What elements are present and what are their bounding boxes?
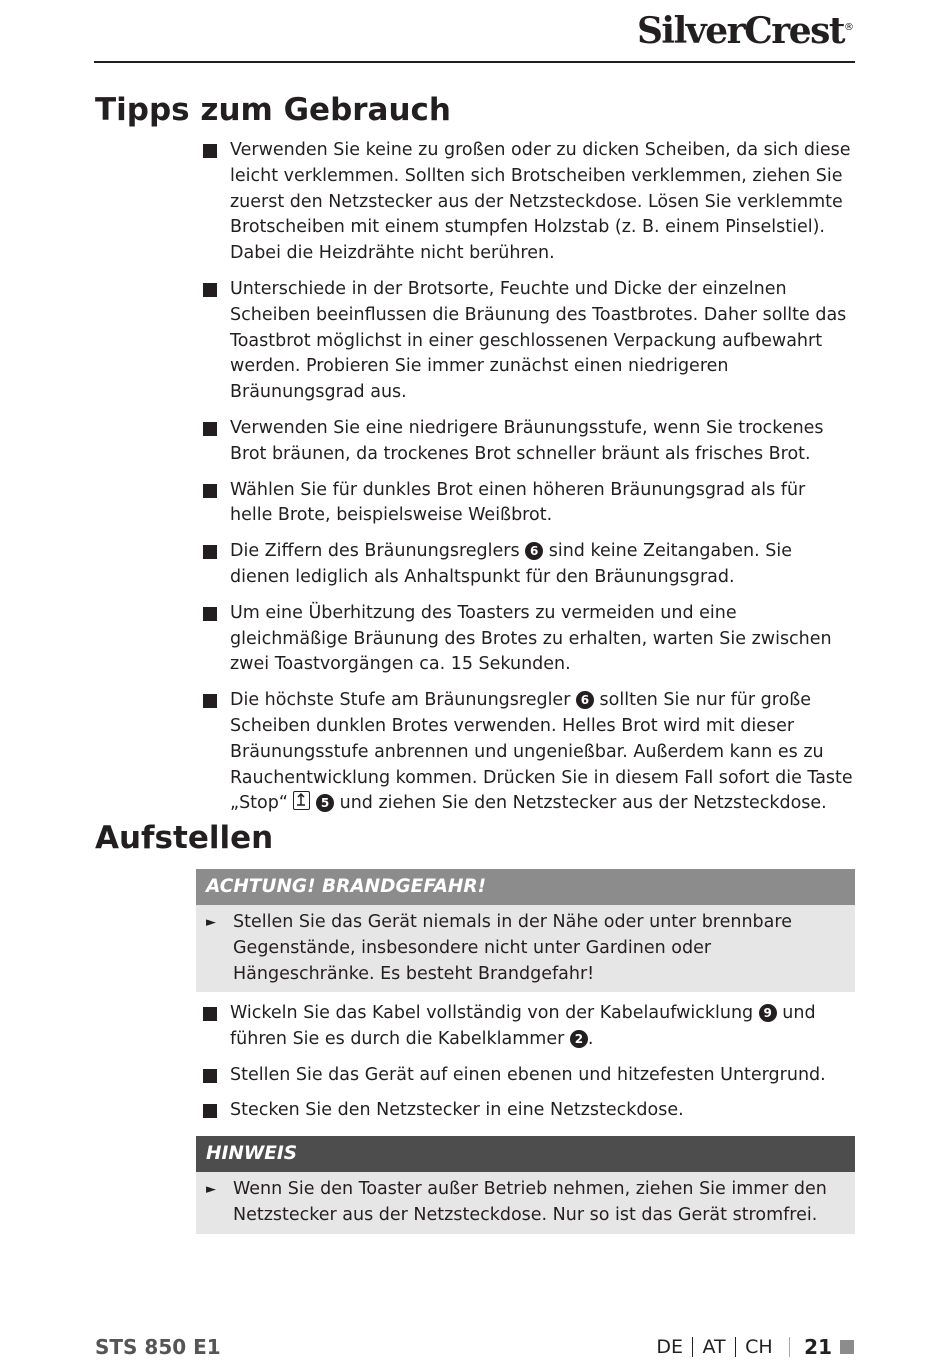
divider — [735, 1337, 737, 1357]
list-item: Die Ziffern des Bräunungsreglers 6 sind keine Zeitangaben. Sie dienen lediglich als Anhaltspunkt für den Bräunungsgrad. — [203, 539, 853, 591]
bullet-square-icon — [203, 144, 217, 158]
stop-eject-icon — [293, 791, 310, 810]
footer-pagination — [656, 1335, 854, 1359]
country-at: AT — [702, 1336, 726, 1358]
header-rule — [94, 61, 855, 63]
list-item: Um eine Überhitzung des Toasters zu vermeiden und eine gleichmäßige Bräunung des Brotes zu erhalten, warten Sie zwischen zwei Toastvorgängen ca. 15 Sekunden. — [203, 601, 853, 678]
model-number: STS 850 E1 — [95, 1335, 221, 1359]
country-ch: CH — [745, 1336, 773, 1358]
registered-mark: ® — [844, 22, 854, 33]
bullet-square-icon — [203, 1104, 217, 1118]
aufstellen-list-container — [203, 1001, 853, 1134]
brand-name: SilverCrest — [636, 10, 844, 52]
list-item: Verwenden Sie eine niedrigere Bräunungsstufe, wenn Sie trockenes Brot bräunen, da trockenes Brot schneller bräunt als frisches Brot. — [203, 416, 853, 468]
warning-text: Stellen Sie das Gerät niemals in der Nähe oder unter brennbare Gegenstände, insbesondere nicht unter Gardinen oder Hängeschränke. Es besteht Brandgefahr! — [233, 912, 792, 984]
aufstellen-list — [203, 1001, 853, 1124]
tipps-list-container — [203, 138, 853, 827]
bullet-square-icon — [203, 1069, 217, 1083]
bullet-square-icon — [203, 484, 217, 498]
warning-body — [196, 905, 855, 992]
bullet-square-icon — [203, 283, 217, 297]
warning-heading: ACHTUNG! BRANDGEFAHR! — [196, 869, 855, 905]
list-item: Unterschiede in der Brotsorte, Feuchte und Dicke der einzelnen Scheiben beeinflussen die Bräunung des Toastbrotes. Daher sollte das Toastbrot möglichst in einer geschlossenen Verpackung aufbewahrt werden. Probieren Sie immer zunächst einen niedrigeren Bräunungsgrad aus. — [203, 277, 853, 406]
note-body — [196, 1172, 855, 1234]
part-number-badge: 6 — [525, 542, 543, 560]
part-number-badge: 2 — [570, 1030, 588, 1048]
bullet-square-icon — [203, 694, 217, 708]
list-item: Verwenden Sie keine zu großen oder zu dicken Scheiben, da sich diese leicht verklemmen. Sollten sich Brotscheiben verklemmen, ziehen Sie zuerst den Netzstecker aus der Netzsteckdose. Lösen Sie verklemmte Brotscheiben mit einem stumpfen Holzstab (z. B. einem Pinselstiel). Dabei die Heizdrähte nicht berühren. — [203, 138, 853, 267]
bullet-square-icon — [203, 422, 217, 436]
note-text: Wenn Sie den Toaster außer Betrieb nehmen, ziehen Sie immer den Netzstecker aus der Netzsteckdose. Nur so ist das Gerät stromfrei. — [233, 1179, 827, 1225]
arrow-right-icon: ► — [206, 915, 216, 930]
note-heading: HINWEIS — [196, 1136, 855, 1172]
list-item: Die höchste Stufe am Bräunungsregler 6 sollten Sie nur für große Scheiben dunklen Brotes verwenden. Helles Brot wird mit dieser Bräunungsstufe anbrennen und ungenießbar. Außerdem kann es zu Rauchentwicklung kommen. Drücken Sie in diesem Fall sofort die Taste „Stop“ 5 und ziehen Sie den Netzstecker aus der Netzsteckdose. — [203, 688, 853, 817]
note-box — [196, 1136, 855, 1234]
list-item: Wickeln Sie das Kabel vollständig von der Kabelaufwicklung 9 und führen Sie es durch die Kabelklammer 2 . — [203, 1001, 853, 1053]
divider — [789, 1337, 791, 1357]
part-number-badge: 5 — [316, 794, 334, 812]
brand-logo — [637, 10, 854, 52]
bullet-square-icon — [203, 1007, 217, 1021]
list-item: Stecken Sie den Netzstecker in eine Netzsteckdose. — [203, 1098, 853, 1124]
page-number: 21 — [804, 1335, 832, 1359]
page-marker-icon — [840, 1340, 854, 1354]
part-number-badge: 9 — [759, 1004, 777, 1022]
list-item: Stellen Sie das Gerät auf einen ebenen und hitzefesten Untergrund. — [203, 1063, 853, 1089]
country-de: DE — [656, 1336, 683, 1358]
section-title-tipps: Tipps zum Gebrauch — [95, 92, 451, 128]
warning-box — [196, 869, 855, 992]
tipps-list — [203, 138, 853, 817]
divider — [692, 1337, 694, 1357]
section-title-aufstellen: Aufstellen — [95, 820, 274, 856]
bullet-square-icon — [203, 607, 217, 621]
arrow-right-icon: ► — [206, 1182, 216, 1197]
list-item: Wählen Sie für dunkles Brot einen höheren Bräunungsgrad als für helle Brote, beispielsweise Weißbrot. — [203, 478, 853, 530]
part-number-badge: 6 — [576, 691, 594, 709]
bullet-square-icon — [203, 545, 217, 559]
